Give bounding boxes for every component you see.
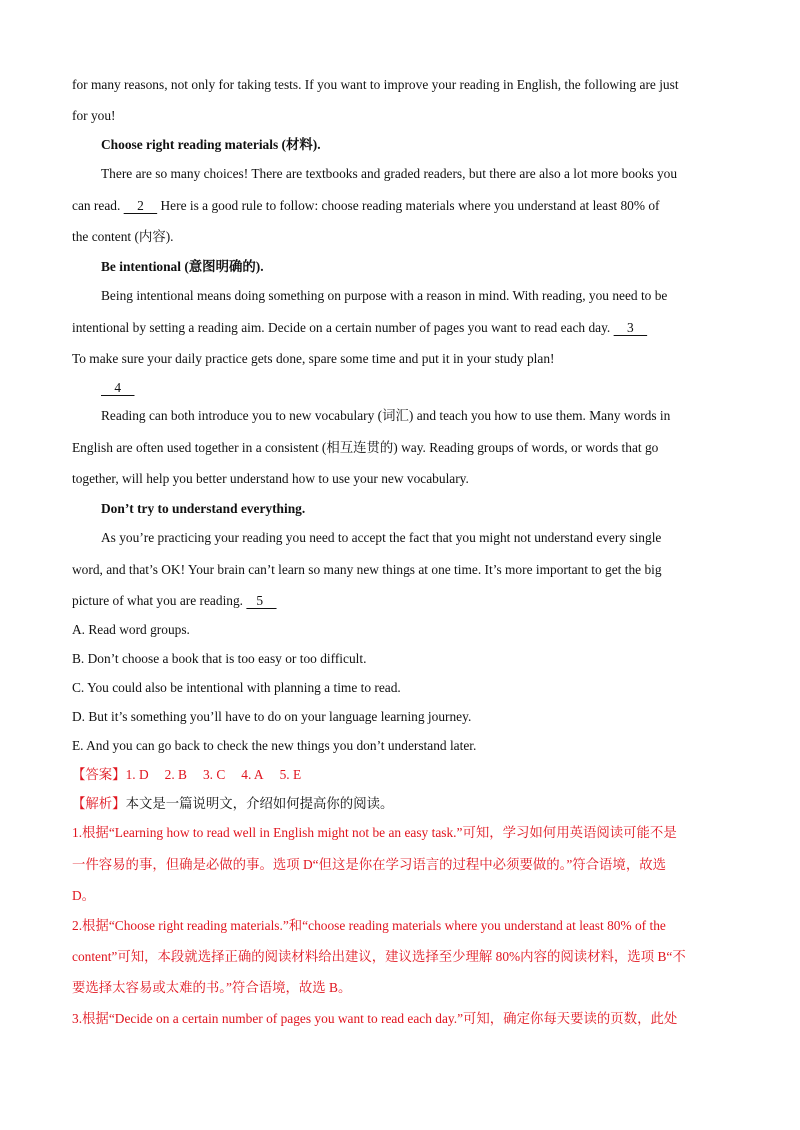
answer-item: 5. E [279, 767, 302, 782]
option-d: D. But it’s something you’ll have to do on your language learning journey. [72, 709, 472, 724]
option-c: C. You could also be intentional with planning a time to read. [72, 680, 401, 695]
analysis-line: 1.根据“Learning how to read well in English might not be an easy task.”可知，学习如何用英语阅读可能不是 [72, 825, 677, 840]
section-heading-understand: Don’t try to understand everything. [101, 501, 306, 516]
passage-line: the content (内容). [72, 229, 174, 244]
passage-line: As you’re practicing your reading you need to accept the fact that you might not understand every single [101, 530, 662, 545]
passage-line [72, 592, 732, 610]
analysis-line: content”可知，本段就选择正确的阅读材料给出建议，建议选择至少理解 80%内容的阅读材料，选项 B“不 [72, 949, 686, 964]
section-heading-materials: Choose right reading materials (材料). [101, 137, 321, 152]
analysis-intro: 本文是一篇说明文，介绍如何提高你的阅读。 [125, 796, 394, 811]
answer-line [72, 766, 732, 784]
passage-line: word, and that’s OK! Your brain can’t learn so many new things at one time. It’s more important to get the big [72, 562, 662, 577]
passage-text: picture of what you are reading. [72, 593, 247, 608]
option-a: A. Read word groups. [72, 622, 190, 637]
analysis-line: 一件容易的事，但确是必做的事。选项 D“但这是你在学习语言的过程中必须要做的。”符合语境，故选 [72, 857, 666, 872]
answer-item: 1. D [125, 767, 149, 782]
answer-item: 2. B [164, 767, 187, 782]
passage-line [72, 197, 732, 215]
answer-item: 4. A [241, 767, 264, 782]
passage-line [101, 379, 761, 397]
analysis-line: 要选择太容易或太难的书。”符合语境，故选 B。 [72, 980, 352, 995]
analysis-intro-line [72, 795, 732, 813]
passage-line: Being intentional means doing something on purpose with a reason in mind. With reading, you need to be [101, 288, 668, 303]
answer-item: 3. C [202, 767, 226, 782]
answer-label: 【答案】 [72, 767, 126, 782]
passage-line: There are so many choices! There are textbooks and graded readers, but there are also a lot more books you [101, 166, 678, 181]
section-heading-intentional: Be intentional (意图明确的). [101, 259, 264, 274]
analysis-label: 【解析】 [72, 796, 126, 811]
passage-line: for many reasons, not only for taking tests. If you want to improve your reading in English, the following are just [72, 77, 679, 92]
passage-text: can read. [72, 198, 124, 213]
blank-4: 4 [101, 380, 135, 395]
passage-line: Reading can both introduce you to new vocabulary (词汇) and teach you how to use them. Many words in [101, 408, 671, 423]
passage-line [72, 319, 732, 337]
passage-line: English are often used together in a consistent (相互连贯的) way. Reading groups of words, or words that go [72, 440, 659, 455]
option-e: E. And you can go back to check the new things you don’t understand later. [72, 738, 477, 753]
blank-5: 5 [246, 593, 277, 608]
blank-3: 3 [613, 320, 648, 335]
passage-text: intentional by setting a reading aim. Decide on a certain number of pages you want to read each day. [72, 320, 614, 335]
passage-text: Here is a good rule to follow: choose reading materials where you understand at least 80% of [157, 198, 660, 213]
analysis-line: 3.根据“Decide on a certain number of pages you want to read each day.”可知，确定你每天要读的页数，此处 [72, 1011, 678, 1026]
passage-line: To make sure your daily practice gets done, spare some time and put it in your study plan! [72, 351, 555, 366]
option-b: B. Don’t choose a book that is too easy or too difficult. [72, 651, 367, 666]
passage-line: together, will help you better understand how to use your new vocabulary. [72, 471, 469, 486]
blank-2: 2 [123, 198, 158, 213]
passage-line: for you! [72, 108, 116, 123]
analysis-line: D。 [72, 888, 96, 903]
analysis-line: 2.根据“Choose right reading materials.”和“choose reading materials where you understand at least 80% of the [72, 918, 666, 933]
